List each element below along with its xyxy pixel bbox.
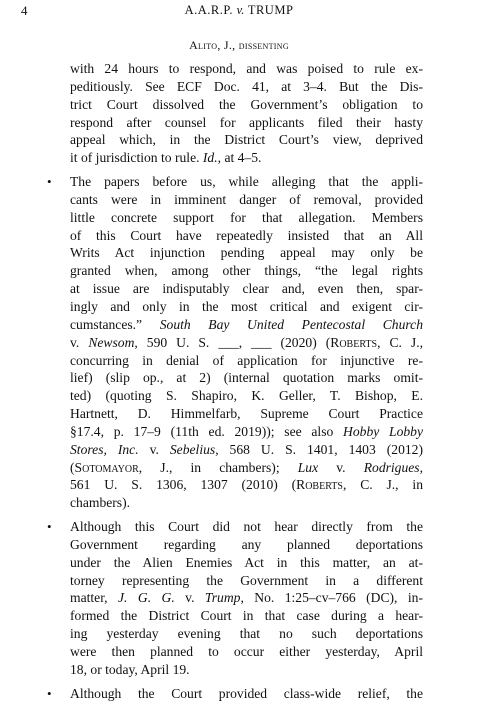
page-number: 4	[21, 3, 28, 18]
opinion-body	[47, 60, 424, 703]
text-line: matter, J. G. G. v. Trump, No. 1:25–cv–766 (DC), in-	[70, 590, 423, 606]
text-line: of this Court have repeatedly insisted that an All	[70, 227, 423, 243]
text-line: 561 U. S. 1306, 1307 (2010) (Roberts, C. J., in	[70, 477, 423, 493]
bullet-item	[47, 685, 423, 703]
text-line: v. Newsom, 590 U. S. ___, ___ (2020) (Roberts, C. J.,	[70, 334, 423, 350]
text-line: at issue are indisputably clear and, even then, spar-	[70, 281, 423, 297]
text-line: respond after counsel for applicants filed their hasty	[70, 114, 423, 130]
text-line: granted when, among other things, “the legal rights	[70, 263, 423, 279]
text-line: §17.4, p. 17–9 (11th ed. 2019)); see also Hobby Lobby	[70, 423, 424, 439]
text-line: Stores, Inc. v. Sebelius, 568 U. S. 1401, 1403 (2012)	[70, 441, 423, 457]
text-line: Writs Act injunction pending appeal may only be	[70, 245, 423, 261]
text-line: appeal which, in the District Court’s view, deprived	[70, 132, 423, 148]
text-line: ted) (quoting S. Shapiro, K. Geller, T. Bishop, E.	[70, 388, 423, 404]
text-line: it of jurisdiction to rule. Id., at 4–5.	[70, 150, 262, 166]
text-line: concurring in denial of application for injunctive re-	[70, 352, 423, 368]
text-line: (Sotomayor, J., in chambers); Lux v. Rodrigues,	[70, 459, 424, 475]
running-head-left: A.A.R.P.	[184, 3, 234, 17]
running-head	[0, 3, 478, 18]
text-line: lief) (slip op., at 2) (internal quotation marks omit-	[70, 370, 423, 386]
text-line: chambers).	[70, 495, 131, 511]
text-line: Government regarding any planned deportations	[70, 536, 423, 552]
text-line: with 24 hours to respond, and was poised to rule ex-	[70, 61, 423, 76]
text-line: trict Court dissolved the Government’s obligation to	[70, 96, 423, 112]
text-line: under the Alien Enemies Act in this matter, an at-	[70, 554, 423, 570]
bullet-dot: •	[47, 174, 52, 190]
running-head-v: v.	[236, 3, 245, 17]
running-head-right: TRUMP	[247, 3, 294, 17]
text-line: cants were in imminent danger of removal, provided	[70, 191, 423, 207]
bullet-text	[70, 173, 423, 512]
bullet-dot: •	[47, 685, 52, 701]
text-line: The papers before us, while alleging that the appli-	[70, 174, 423, 190]
text-line: torney representing the Government in a different	[70, 572, 423, 588]
text-line: Although this Court did not hear directly from the	[70, 519, 423, 535]
bullet-dot: •	[47, 519, 52, 535]
text-line: Although the Court provided class-wide relief, the	[70, 685, 423, 701]
bullet-item	[47, 518, 423, 679]
text-line: formed the District Court in that case during a hear-	[70, 608, 423, 624]
text-line: were then planned to occur either yesterday, April	[70, 644, 423, 659]
opinion-subhead: Alito, J., dissenting	[189, 38, 289, 52]
text-line: Hartnett, D. Himmelfarb, Supreme Court Practice	[70, 406, 423, 422]
text-line: cumstances.” South Bay United Pentecostal Church	[70, 316, 423, 332]
bullet-text	[70, 518, 423, 679]
text-line: ing yesterday evening that no such deportations	[70, 626, 423, 642]
text-line: peditiously. See ECF Doc. 41, at 3–4. But the Dis-	[70, 78, 423, 94]
text-line: little concrete support for that allegation. Members	[70, 209, 423, 225]
text-line: ingly and only in the most critical and exigent cir-	[70, 298, 423, 314]
bullet-text	[70, 685, 423, 703]
text-line: 18, or today, April 19.	[70, 661, 190, 677]
intro-paragraph	[70, 60, 423, 167]
bullet-item	[47, 173, 424, 512]
